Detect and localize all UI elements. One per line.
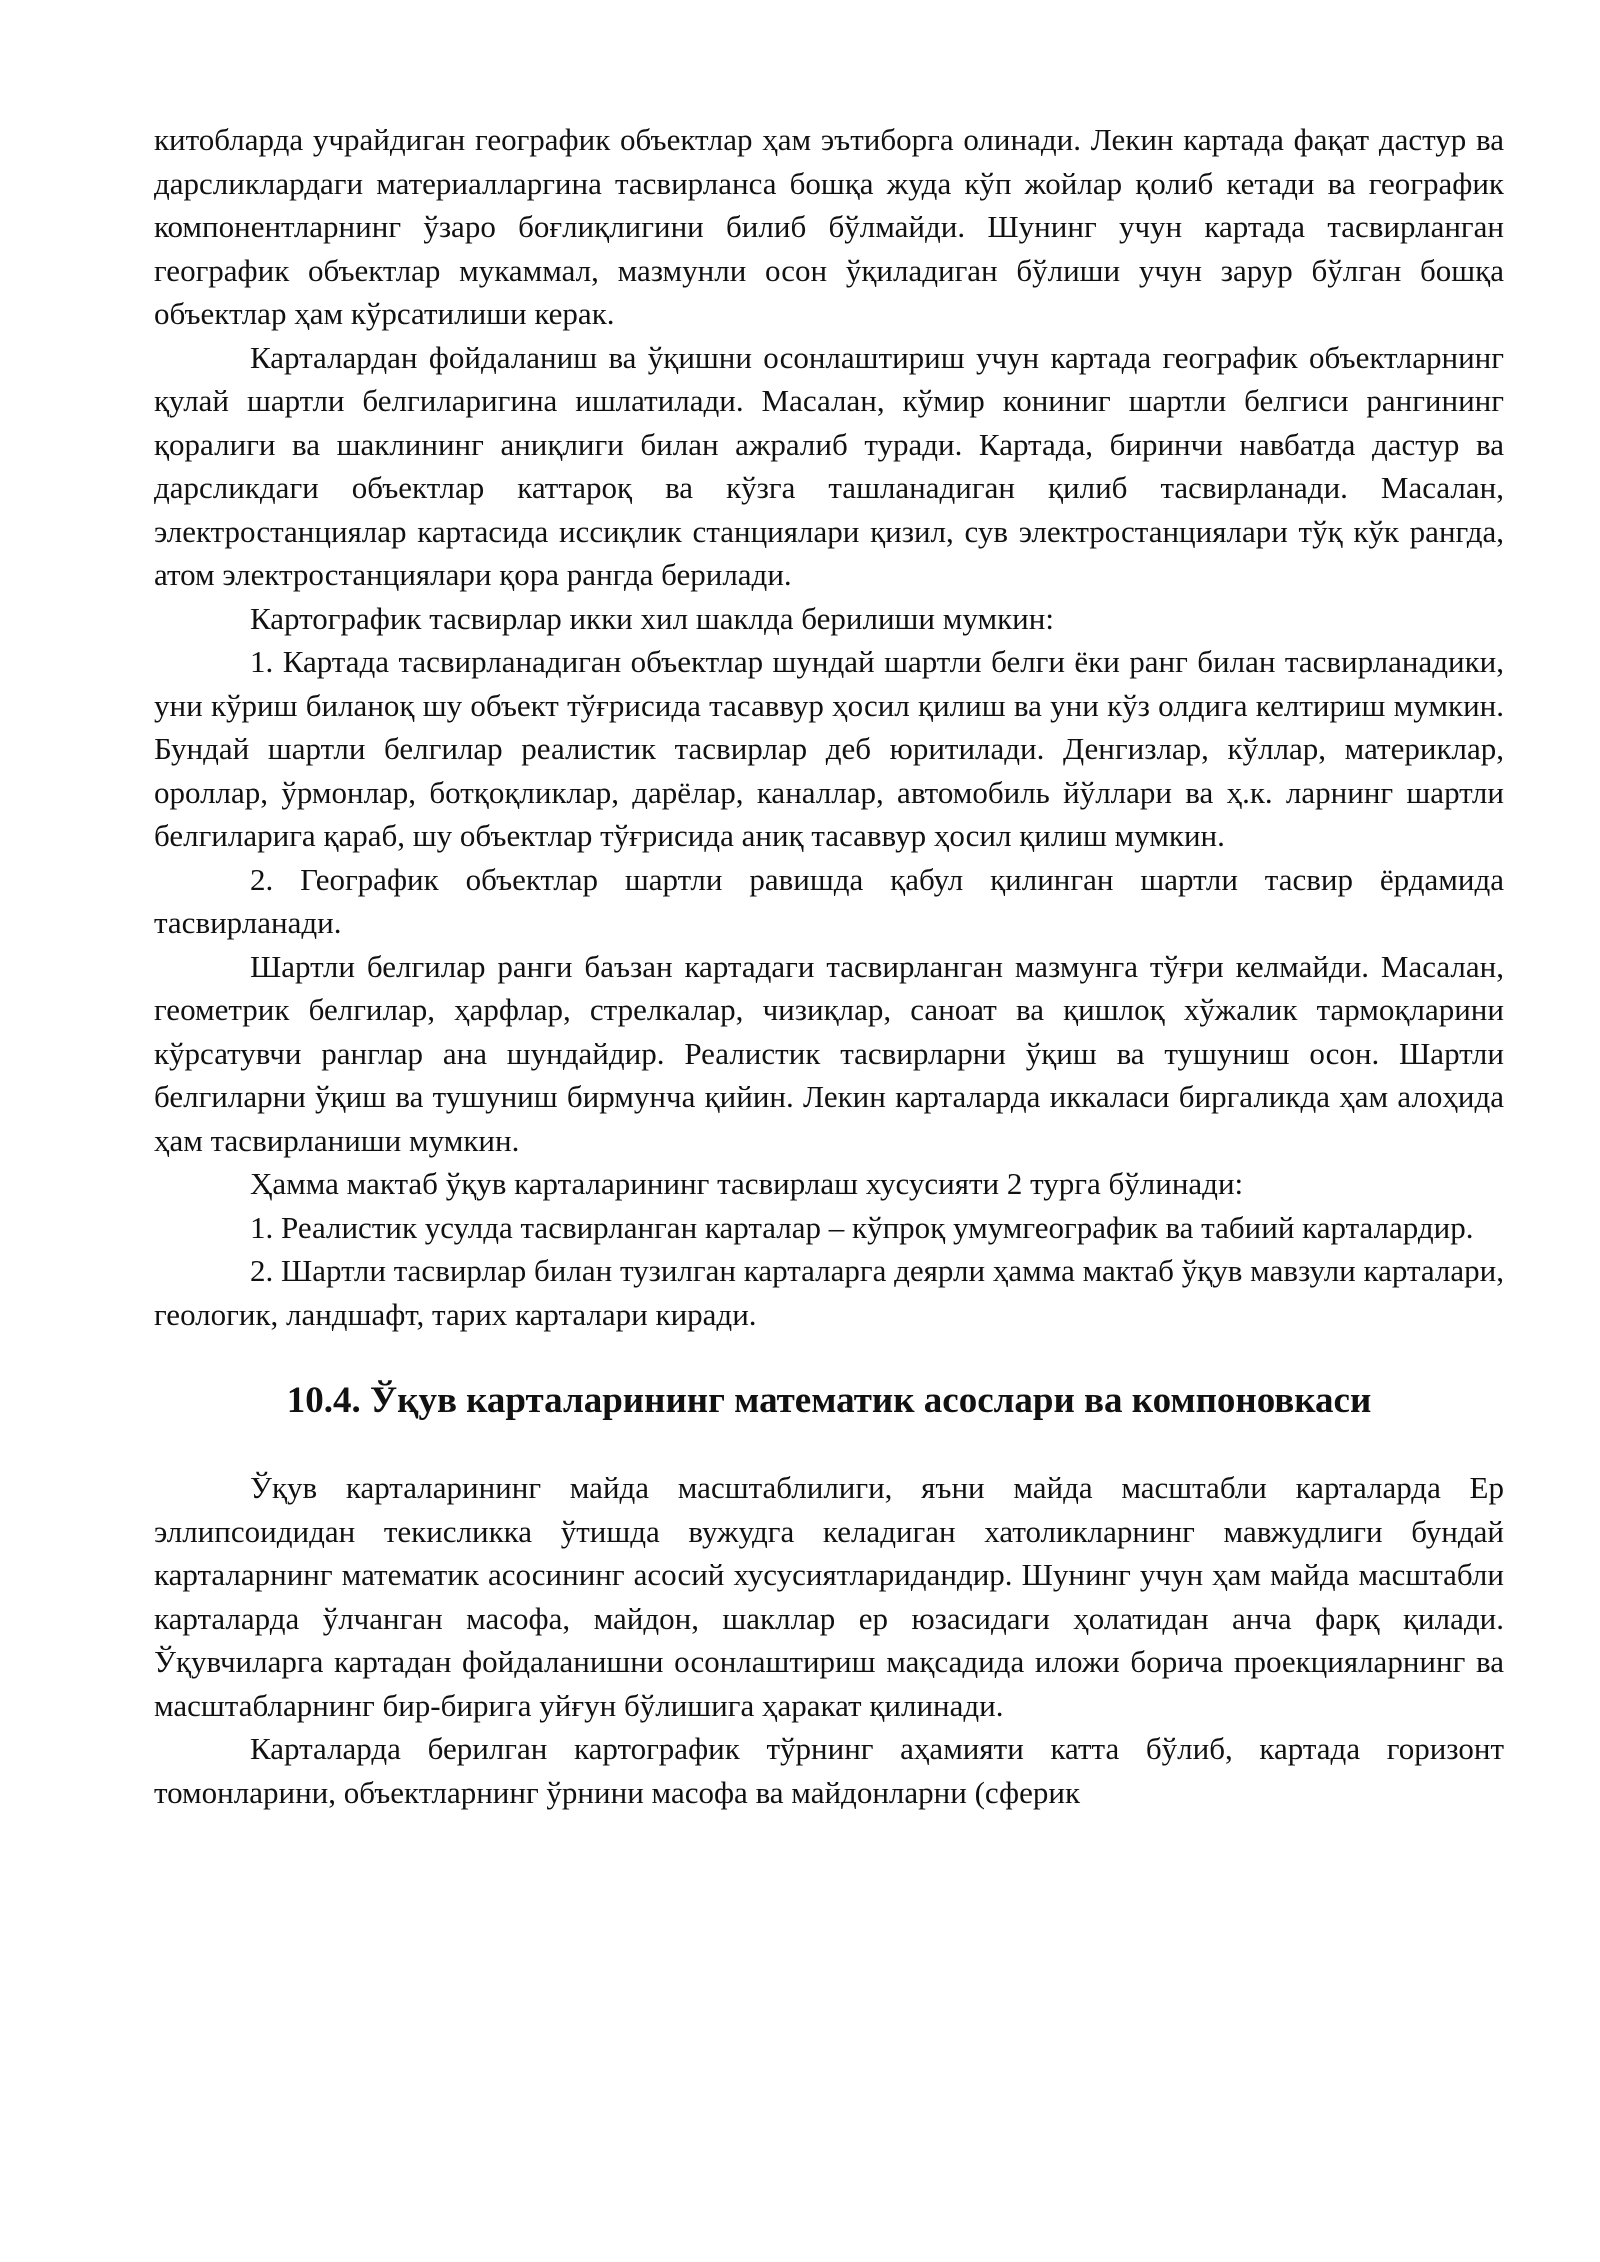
paragraph-conventional-signs: Карталардан фойдаланиш ва ўқишни осонлаштириш учун картада географик объектларнинг қулай шартли белгиларигина ишлатилади. Масалан, кўмир кониниг шартли белгиси рангининг қоралиги ва шаклининг аниқлиги билан ажралиб туради. Картада, биринчи навбатда дастур ва дарсликдаги объектлар каттароқ ва кўзга ташланадиган қилиб тасвирланади. Масалан, электростанциялар картасида иссиқлик станциялари қизил, сув электростанциялари тўқ кўк рангда, атом электростанциялари қора рангда берилади. bbox=[154, 339, 1504, 592]
paragraph-small-scale: Ўқув карталарининг майда масштаблилиги, яъни майда масштабли карталарда Ер эллипсоидидан текисликка ўтишда вужудга келадиган хатоликларнинг мавжудлиги бундай карталарнинг математик асосининг асосий хусусиятларидандир. Шунинг учун ҳам майда масштабли карталарда ўлчанган масофа, майдон, шакллар ер юзасидаги ҳолатидан анча фарқ қилади. Ўқувчиларга картадан фойдаланишни осонлаштириш мақсадида иложи борича проекцияларнинг ва масштабларнинг бир-бирига уйғун бўлишига ҳаракат қилинади. bbox=[154, 1470, 1504, 1723]
paragraph-two-forms: Картографик тасвирлар икки хил шаклда берилиши мумкин: bbox=[250, 600, 1054, 636]
list-item-realistic: 1. Реалистик усулда тасвирланган карталар – кўпроқ умумгеографик ва табиий карталардир. bbox=[250, 1209, 1474, 1245]
document-page bbox=[154, 118, 1504, 1814]
paragraph-continuation: китобларда учрайдиган географик объектлар ҳам эътиборга олинади. Лекин картада фақат дастур ва дарсликлардаги материалларгина тасвирланса бошқа жуда кўп жойлар қолиб кетади ва географик компонентларнинг ўзаро боғлиқлигини билиб бўлмайди. Шунинг учун картада тасвирланган географик объектлар мукаммал, мазмунли осон ўқиладиган бўлиши учун зарур бўлган бошқа объектлар ҳам кўрсатилиши керак. bbox=[154, 122, 1504, 331]
paragraph-two-types: Ҳамма мактаб ўқув карталарининг тасвирлаш хусусияти 2 турга бўлинади: bbox=[250, 1166, 1244, 1201]
section-heading: 10.4. Ўқув карталарининг математик асослари ва компоновкаси bbox=[286, 1380, 1372, 1421]
list-item-1: 1. Картада тасвирланадиган объектлар шундай шартли белги ёки ранг билан тасвирланадики, уни кўриш биланоқ шу объект тўғрисида тасаввур ҳосил қилиш ва уни кўз олдига келтириш мумкин. Бундай шартли белгилар реалистик тасвирлар деб юритилади. Денгизлар, кўллар, материклар, ороллар, ўрмонлар, ботқоқликлар, дарёлар, каналлар, автомобиль йўллари ва ҳ.к. ларнинг шартли белгиларига қараб, шу объектлар тўғрисида аниқ тасаввур ҳосил қилиш мумкин. bbox=[154, 644, 1504, 853]
list-item-conventional: 2. Шартли тасвирлар билан тузилган карталарга деярли ҳамма мактаб ўқув мавзули карталари, геологик, ландшафт, тарих карталари киради. bbox=[154, 1253, 1504, 1332]
paragraph-sign-colors: Шартли белгилар ранги баъзан картадаги тасвирланган мазмунга тўғри келмайди. Масалан, геометрик белгилар, ҳарфлар, стрелкалар, чизиқлар, саноат ва қишлоқ хўжалик тармоқларини кўрсатувчи ранглар ана шундайдир. Реалистик тасвирларни ўқиш ва тушуниш осон. Шартли белгиларни ўқиш ва тушуниш бирмунча қийин. Лекин карталарда иккаласи биргаликда ҳам алоҳида ҳам тасвирланиши мумкин. bbox=[154, 948, 1504, 1158]
list-item-2: 2. Географик объектлар шартли равишда қабул қилинган шартли тасвир ёрдамида тасвирланади. bbox=[154, 861, 1504, 940]
paragraph-cartographic-grid: Карталарда берилган картографик тўрнинг аҳамияти катта бўлиб, картада горизонт томонларини, объектларнинг ўрнини масофа ва майдонларни (сферик bbox=[154, 1731, 1504, 1810]
